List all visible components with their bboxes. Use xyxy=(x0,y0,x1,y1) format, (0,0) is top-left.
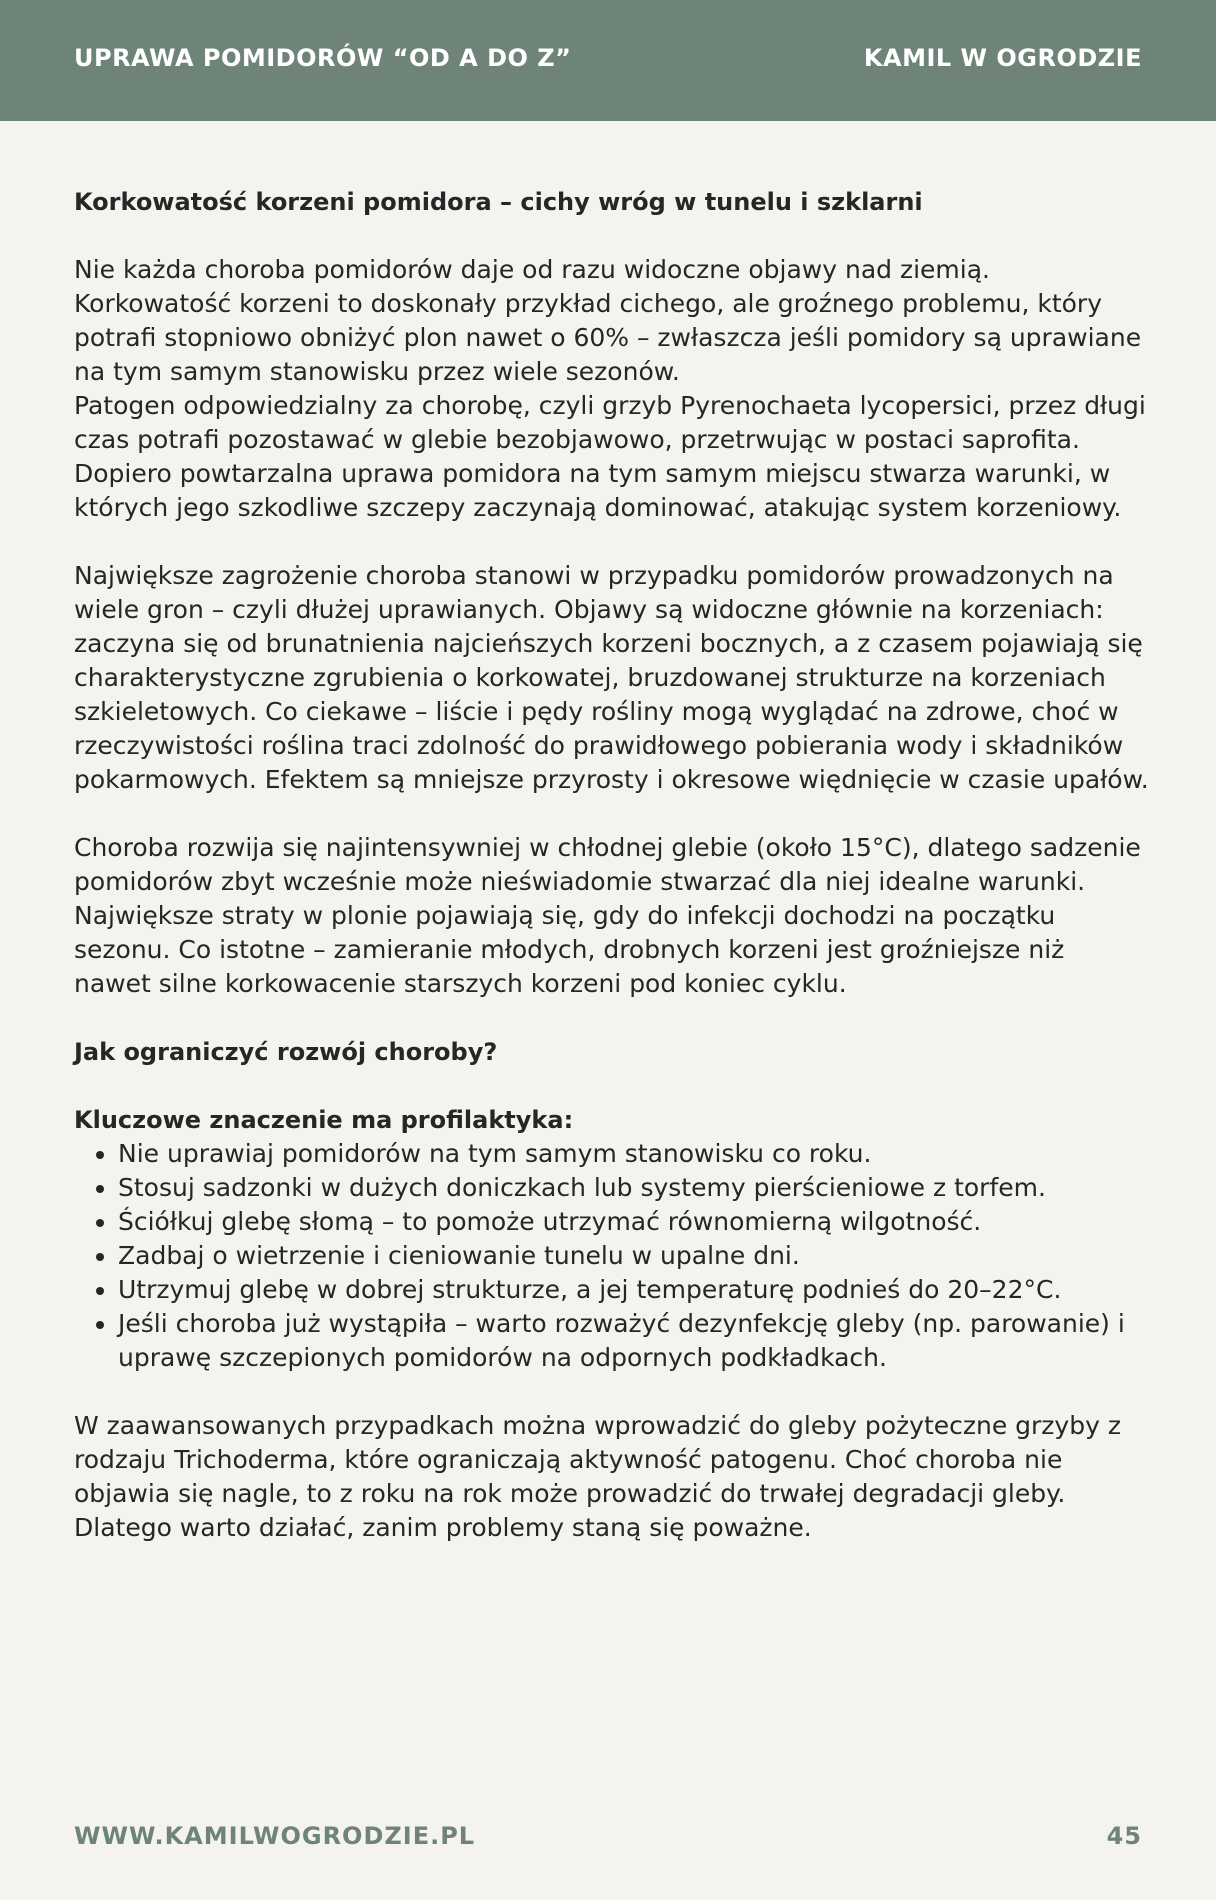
list-item: • Ściółkuj glebę słomą – to pomoże utrzymać równomierną wilgotność. xyxy=(118,1205,1149,1239)
page-header xyxy=(0,0,1216,121)
article-heading: Korkowatość korzeni pomidora – cichy wróg w tunelu i szklarni xyxy=(74,188,923,216)
paragraph-conditions: Choroba rozwija się najintensywniej w chłodnej glebie (około 15°C), dlatego sadzenie pomidorów zbyt wcześnie może nieświadomie stwarzać dla niej idealne warunki. Największe straty w plonie pojawiają się, gdy do infekcji dochodzi na początku sezonu. Co istotne – zamieranie młodych, drobnych korzeni jest groźniejsze niż nawet silne korkowacenie starszych korzeni pod koniec cyklu. xyxy=(74,833,1141,998)
book-title: UPRAWA POMIDORÓW “OD A DO Z” xyxy=(74,44,572,72)
list-title: Kluczowe znaczenie ma profilaktyka: xyxy=(74,1106,574,1134)
footer-website: WWW.KAMILWOGRODZIE.PL xyxy=(74,1822,476,1850)
article-body xyxy=(74,185,1149,1545)
paragraph-conclusion: W zaawansowanych przypadkach można wprowadzić do gleby pożyteczne grzyby z rodzaju Trichoderma, które ograniczają aktywność patogenu. Choć choroba nie objawia się nagle, to z roku na rok może prowadzić do trwałej degradacji gleby. Dlatego warto działać, zanim problemy staną się poważne. xyxy=(74,1411,1121,1542)
list-item: • Utrzymuj glebę w dobrej strukturze, a jej temperaturę podnieś do 20–22°C. xyxy=(118,1273,1149,1307)
page-number: 45 xyxy=(1106,1822,1142,1850)
paragraph-symptoms: Największe zagrożenie choroba stanowi w przypadku pomidorów prowadzonych na wiele gron – czyli dłużej uprawianych. Objawy są widoczne głównie na korzeniach: zaczyna się od brunatnienia najcieńszych korzeni bocznych, a z czasem pojawiają się charakterystyczne zgrubienia o korkowatej, bruzdowanej strukturze na korzeniach szkieletowych. Co ciekawe – liście i pędy rośliny mogą wyglądać na zdrowe, choć w rzeczywistości roślina traci zdolność do prawidłowego pobierania wody i składników pokarmowych. Efektem są mniejsze przyrosty i okresowe więdnięcie w czasie upałów. xyxy=(74,561,1149,794)
list-item: • Stosuj sadzonki w dużych doniczkach lub systemy pierścieniowe z torfem. xyxy=(118,1171,1149,1205)
paragraph-pathogen: Patogen odpowiedzialny za chorobę, czyli grzyb Pyrenochaeta lycopersici, przez długi czas potrafi pozostawać w glebie bezobjawowo, przetrwując w postaci saprofita. Dopiero powtarzalna uprawa pomidora na tym samym miejscu stwarza warunki, w których jego szkodliwe szczepy zaczynają dominować, atakując system korzeniowy. xyxy=(74,391,1146,522)
list-item: • Nie uprawiaj pomidorów na tym samym stanowisku co roku. xyxy=(118,1137,1149,1171)
list-item: • Jeśli choroba już wystąpiła – warto rozważyć dezynfekcję gleby (np. parowanie) i uprawę szczepionych pomidorów na odpornych podkładkach. xyxy=(118,1307,1149,1375)
prevention-list xyxy=(74,1137,1149,1375)
section-heading: Jak ograniczyć rozwój choroby? xyxy=(74,1038,498,1066)
paragraph-intro: Nie każda choroba pomidorów daje od razu widoczne objawy nad ziemią. Korkowatość korzeni to doskonały przykład cichego, ale groźnego problemu, który potrafi stopniowo obniżyć plon nawet o 60% – zwłaszcza jeśli pomidory są uprawiane na tym samym stanowisku przez wiele sezonów. xyxy=(74,255,1142,386)
brand-name: KAMIL W OGRODZIE xyxy=(863,44,1142,72)
list-item: • Zadbaj o wietrzenie i cieniowanie tunelu w upalne dni. xyxy=(118,1239,1149,1273)
